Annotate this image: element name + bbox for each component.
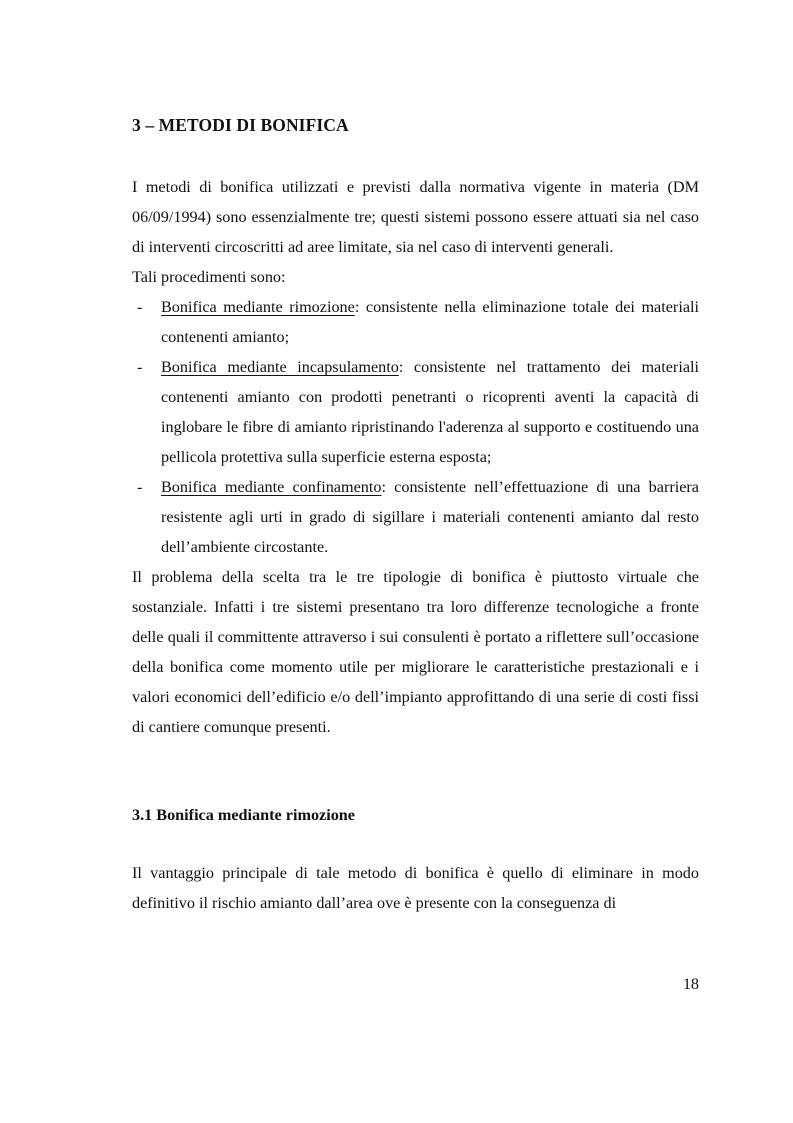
section-title: 3.1 Bonifica mediante rimozione bbox=[132, 806, 355, 824]
list-item bbox=[132, 472, 699, 562]
page-number: 18 bbox=[682, 975, 699, 993]
method-term: Bonifica mediante rimozione bbox=[161, 298, 355, 316]
chapter-body bbox=[132, 172, 699, 742]
method-term: Bonifica mediante incapsulamento bbox=[161, 358, 399, 376]
methods-list bbox=[132, 292, 699, 562]
list-intro: Tali procedimenti sono: bbox=[132, 268, 286, 286]
list-dash: - bbox=[137, 478, 143, 496]
list-item bbox=[132, 352, 699, 472]
discussion-paragraph: Il problema della scelta tra le tre tipologie di bonifica è piuttosto virtuale che sostanziale. Infatti i tre sistemi presentano tra loro differenze tecnologiche a fronte delle quali il committente attraverso i sui consulenti è portato a riflettere sull’occasione della bonifica come momento utile per migliorare le caratteristiche prestazionali e i valori economici dell’edificio e/o dell’impianto approfittando di una serie di costi fissi di cantiere comunque presenti. bbox=[132, 568, 699, 736]
method-description: : consistente nell’effettuazione di una barriera resistente agli urti in grado di sigillare i materiali contenenti amianto dal resto dell’ambiente circostante. bbox=[161, 478, 699, 556]
section-body bbox=[132, 858, 699, 918]
chapter-title: 3 – METODI DI BONIFICA bbox=[132, 115, 349, 135]
method-description: : consistente nella eliminazione totale dei materiali contenenti amianto; bbox=[161, 298, 699, 346]
method-description: : consistente nel trattamento dei materiali contenenti amianto con prodotti penetranti o ricoprenti aventi la capacità di inglobare le fibre di amianto ripristinando l'aderenza al supporto e costituendo una pellicola protettiva sulla superficie esterna esposta; bbox=[161, 358, 699, 466]
list-dash: - bbox=[137, 358, 143, 376]
list-dash: - bbox=[137, 298, 143, 316]
section-paragraph: Il vantaggio principale di tale metodo di bonifica è quello di eliminare in modo definitivo il rischio amianto dall’area ove è presente con la conseguenza di bbox=[132, 864, 699, 912]
intro-paragraph: I metodi di bonifica utilizzati e previsti dalla normativa vigente in materia (DM 06/09/1994) sono essenzialmente tre; questi sistemi possono essere attuati sia nel caso di interventi circoscritti ad aree limitate, sia nel caso di interventi generali. bbox=[132, 178, 699, 256]
method-term: Bonifica mediante confinamento bbox=[161, 478, 382, 496]
list-item bbox=[132, 292, 699, 352]
